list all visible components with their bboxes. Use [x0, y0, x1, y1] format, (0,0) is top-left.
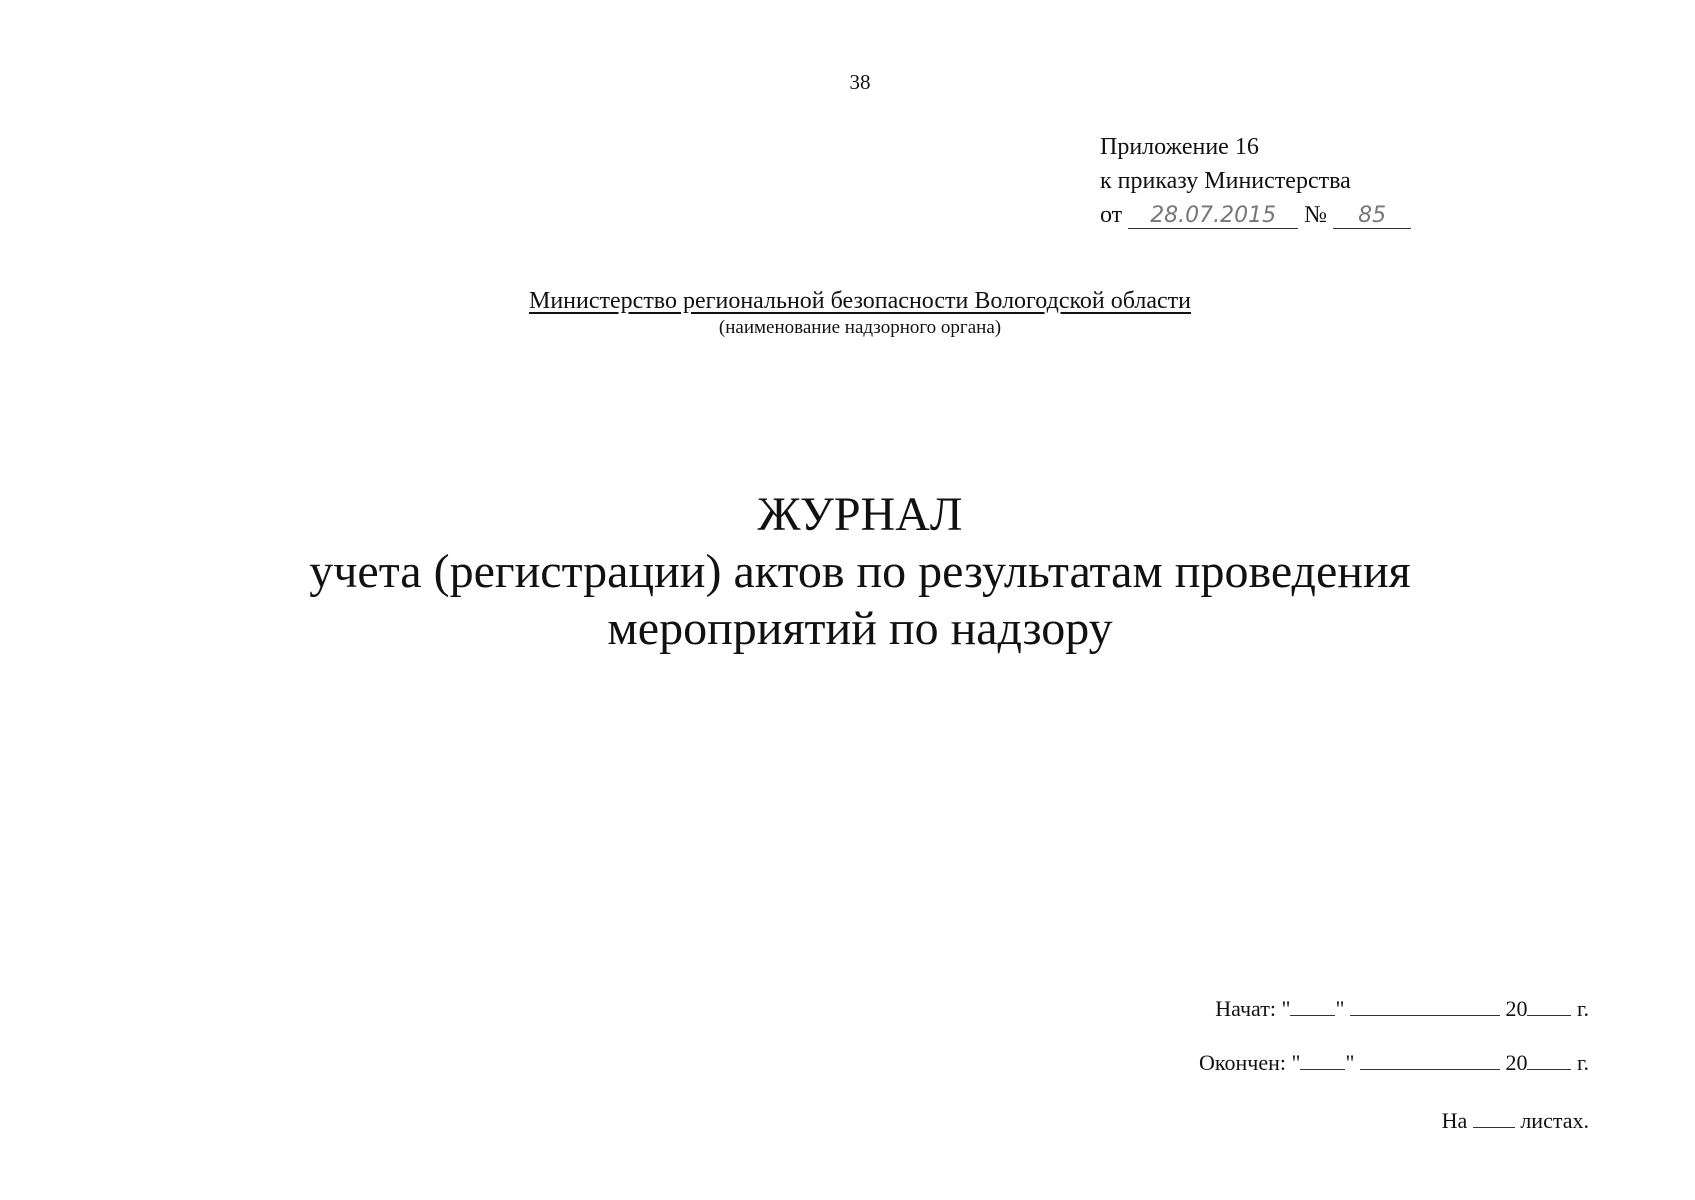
authority-name: Министерство региональной безопасности Вологодской области [529, 288, 1191, 314]
page-number: 38 [849, 70, 871, 94]
year-prefix: 20 [1505, 1050, 1528, 1075]
year-suffix: г. [1576, 1050, 1589, 1075]
quote: " [1335, 996, 1345, 1021]
day-blank [1300, 1051, 1345, 1070]
appendix-line1: Приложение 16 [1100, 134, 1259, 160]
sheets-suffix: листах. [1520, 1108, 1589, 1133]
authority-caption: (наименование надзорного органа) [718, 317, 1002, 338]
year-blank [1527, 1051, 1571, 1070]
title-line3: мероприятий по надзору [607, 602, 1113, 655]
document-title [0, 486, 1695, 657]
month-blank [1360, 1051, 1500, 1070]
sheets-blank [1473, 1109, 1515, 1128]
year-suffix: г. [1576, 996, 1589, 1021]
day-blank [1290, 997, 1335, 1016]
ended-label: Окончен: " [1199, 1050, 1301, 1075]
title-heading: ЖУРНАЛ [757, 488, 963, 541]
year-prefix: 20 [1505, 996, 1528, 1021]
appendix-block [1100, 130, 1411, 232]
month-blank [1350, 997, 1500, 1016]
started-field [1215, 996, 1589, 1022]
year-blank [1527, 997, 1571, 1016]
authority-block [0, 288, 1695, 339]
handwritten-date: 28.07.2015 [1128, 204, 1298, 229]
from-label: от [1100, 202, 1123, 228]
appendix-line2: к приказу Министерства [1100, 168, 1351, 194]
handwritten-number: 85 [1333, 204, 1411, 229]
title-line2: учета (регистрации) актов по результатам проведения [309, 545, 1411, 598]
quote: " [1345, 1050, 1355, 1075]
ended-field [1199, 1050, 1589, 1076]
appendix-order-line [1100, 198, 1411, 232]
started-label: Начат: " [1215, 996, 1291, 1021]
sheets-prefix: На [1441, 1108, 1468, 1133]
number-label: № [1304, 202, 1328, 228]
sheets-field [1442, 1108, 1589, 1134]
